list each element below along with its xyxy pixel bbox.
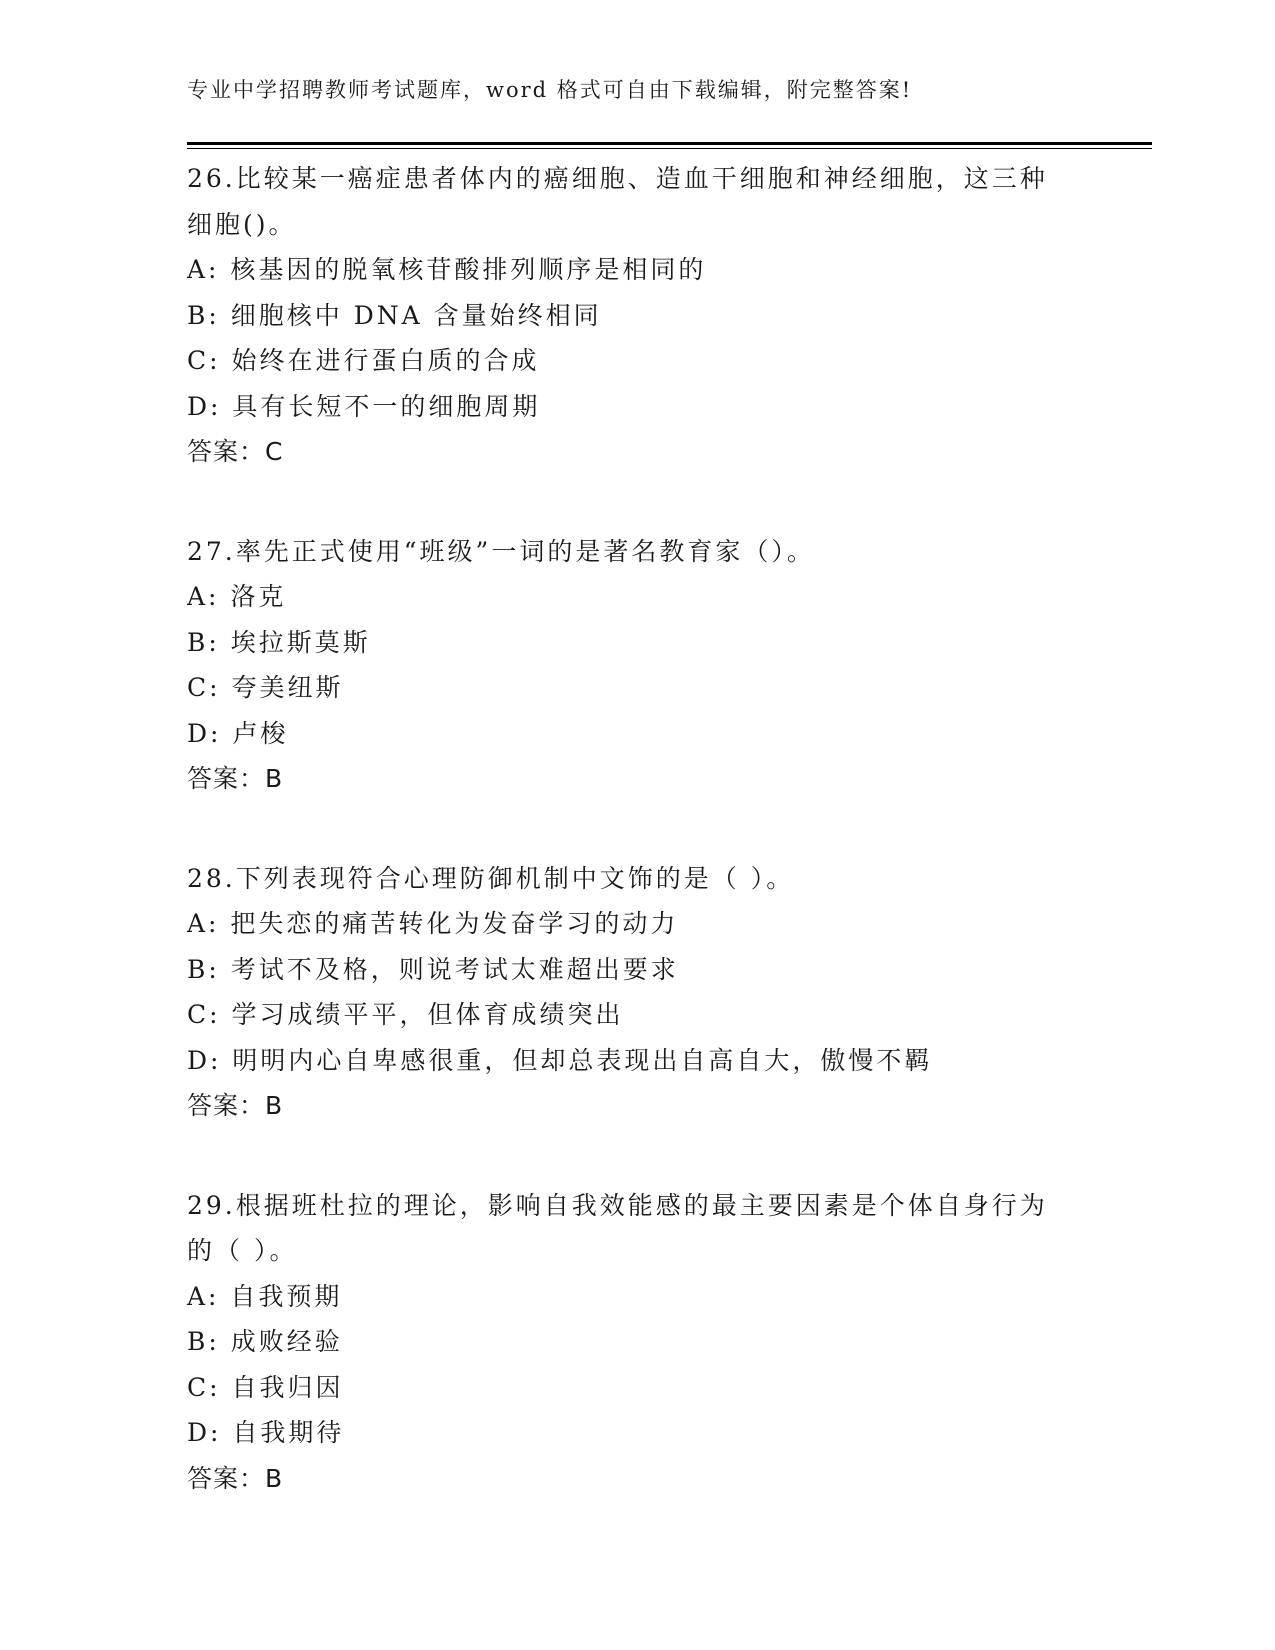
question-stem-line1: 28.下列表现符合心理防御机制中文饰的是（ ）。 <box>187 863 795 893</box>
option-d: D: 卢梭 <box>187 718 289 748</box>
option-d: D: 自我期待 <box>187 1418 345 1447</box>
answer-text: 答案：C <box>187 437 284 466</box>
option-c: C: 自我归因 <box>187 1372 344 1402</box>
option-a: A: 核基因的脱氧核苷酸排列顺序是相同的 <box>187 255 707 284</box>
header-rule-thin <box>187 148 1152 149</box>
question-stem-line1: 29.根据班杜拉的理论，影响自我效能感的最主要因素是个体自身行为 <box>187 1190 1048 1220</box>
option-a: A: 把失恋的痛苦转化为发奋学习的动力 <box>187 909 679 938</box>
question-27 <box>187 529 1077 802</box>
answer-text: 答案：B <box>187 1463 284 1493</box>
option-c: C: 学习成绩平平，但体育成绩突出 <box>187 1000 624 1029</box>
question-stem-line2: 的（ ）。 <box>187 1236 298 1265</box>
answer-text: 答案：B <box>187 1091 284 1120</box>
question-stem-line1: 26.比较某一癌症患者体内的癌细胞、造血干细胞和神经细胞，这三种 <box>187 164 1048 193</box>
question-stem-line2: 细胞()。 <box>187 209 297 239</box>
option-a: A: 自我预期 <box>187 1281 343 1311</box>
option-a: A: 洛克 <box>187 582 287 611</box>
header-rule-thick <box>187 142 1152 145</box>
question-stem-line1: 27.率先正式使用“班级”一词的是著名教育家（）。 <box>187 536 815 566</box>
question-29 <box>187 1183 1077 1502</box>
option-b: B: 成败经验 <box>187 1327 343 1356</box>
option-c: C: 始终在进行蛋白质的合成 <box>187 346 540 375</box>
option-b: B: 埃拉斯莫斯 <box>187 627 371 657</box>
option-b: B: 细胞核中 DNA 含量始终相同 <box>187 300 602 330</box>
option-c: C: 夸美纽斯 <box>187 673 344 702</box>
question-list <box>187 156 1077 1555</box>
question-28 <box>187 856 1077 1129</box>
option-b: B: 考试不及格，则说考试太难超出要求 <box>187 954 679 984</box>
option-d: D: 明明内心自卑感很重，但却总表现出自高自大，傲慢不羁 <box>187 1045 933 1075</box>
option-d: D: 具有长短不一的细胞周期 <box>187 391 541 421</box>
answer-text: 答案：B <box>187 764 284 793</box>
question-26 <box>187 156 1077 475</box>
page-header: 专业中学招聘教师考试题库，word 格式可自由下载编辑，附完整答案! <box>187 78 913 102</box>
